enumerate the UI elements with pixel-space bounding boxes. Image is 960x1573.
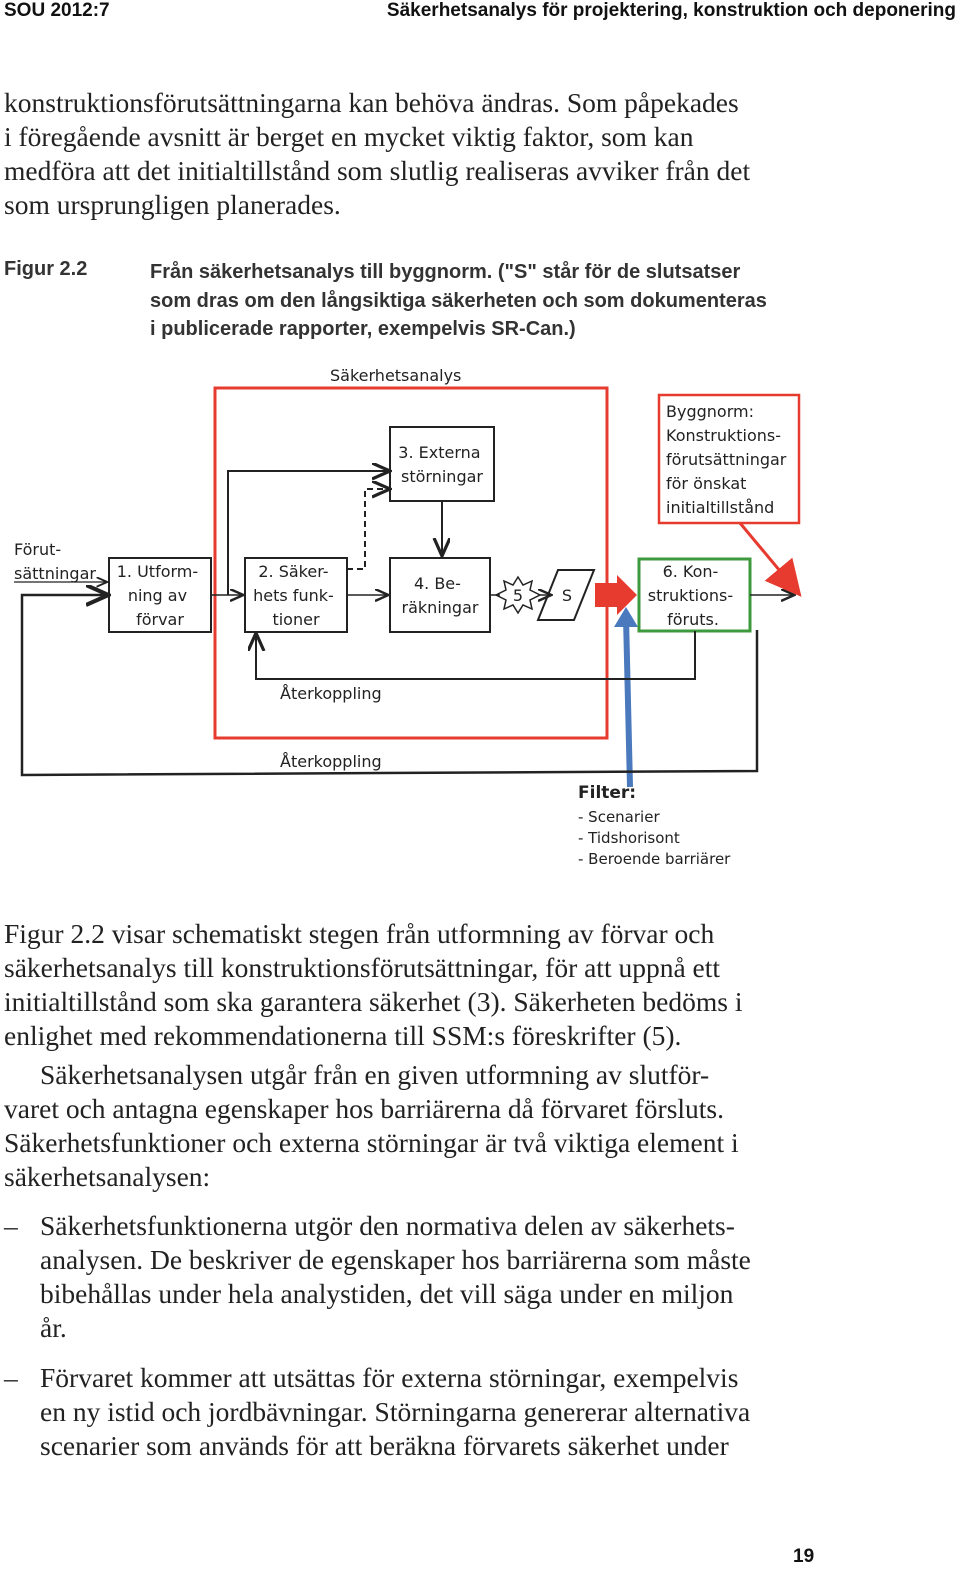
safety-analysis-paragraph — [4, 1058, 816, 1194]
text-line: säkerhetsanalysen: — [4, 1161, 211, 1192]
outer-feedback-label: Återkoppling — [280, 752, 382, 771]
text-line: i föregående avsnitt är berget en mycket viktig faktor, som kan — [4, 121, 694, 152]
text-line: scenarier som används för att beräkna förvarets säkerhet under — [40, 1430, 729, 1461]
safety-functions-text: 2. Säker- hets funk- tioner — [253, 562, 334, 629]
caption-line: Från säkerhetsanalys till byggnorm. ("S" står för de slutsatser — [150, 261, 741, 283]
text-line: analysen. De beskriver de egenskaper hos barriärerna som måste — [40, 1244, 751, 1275]
bullet-item — [4, 1209, 816, 1349]
text-line: Figur 2.2 visar schematiskt stegen från utformning av förvar och — [4, 918, 715, 949]
arrow-2-3-dashed — [347, 489, 388, 569]
frame-title: Säkerhetsanalys — [330, 366, 462, 385]
text-line: Säkerhetsfunktioner och externa störningar är två viktiga element i — [4, 1127, 739, 1158]
text-line: initialtillstånd som ska garantera säkerhet (3). Säkerheten bedöms i — [4, 986, 743, 1017]
external-disturbances-text: 3. Externa störningar — [398, 443, 483, 486]
bullet-text — [40, 1209, 816, 1345]
running-title: Säkerhetsanalys för projektering, konstruktion och deponering — [386, 0, 956, 21]
text-line: säkerhetsanalys till konstruktionsförutsättningar, för att uppnå ett — [4, 952, 721, 983]
building-code-text: Byggnorm: Konstruktions- förutsättningar för önskat initialtillstånd — [666, 402, 787, 517]
text-line: konstruktionsförutsättningarna kan behöva ändras. Som påpekades — [4, 87, 739, 118]
text-line: varet och antagna egenskaper hos barriärerna då förvaret försluts. — [4, 1093, 725, 1124]
conclusions-label: S — [561, 586, 573, 605]
text-line: som ursprungligen planerades. — [4, 189, 341, 220]
design-box-text: 1. Utform- ning av förvar — [116, 562, 199, 629]
star-number: 5 — [512, 586, 524, 605]
bullet-text — [40, 1361, 816, 1463]
caption-line: som dras om den långsiktiga säkerheten och som dokumenteras — [150, 289, 767, 312]
inner-feedback-label: Återkoppling — [280, 684, 382, 703]
figure-description-paragraph — [4, 917, 816, 1053]
text-line: år. — [40, 1312, 67, 1343]
flow-diagram — [0, 355, 960, 875]
page-number: 19 — [793, 1546, 815, 1567]
text-line: medföra att det initialtillstånd som slutlig realiseras avviker från det — [4, 155, 751, 186]
filter-arrow — [626, 617, 630, 787]
preconditions-label: Förut- sättningar — [14, 540, 96, 583]
report-id: SOU 2012:7 — [4, 0, 110, 21]
construction-preconditions-text: 6. Kon- struktions- föruts. — [647, 562, 734, 629]
text-line: Säkerhetsfunktionerna utgör den normativa delen av säkerhets- — [40, 1210, 735, 1241]
page-header — [0, 0, 960, 22]
filter-title: Filter: — [578, 783, 637, 803]
text-line: Förvaret kommer att utsättas för externa störningar, exempelvis — [40, 1362, 739, 1393]
calculations-box — [390, 558, 490, 632]
filter-list: - Scenarier - Tidshorisont - Beroende barriärer — [578, 808, 731, 868]
intro-paragraph — [4, 86, 816, 222]
text-line: bibehållas under hela analystiden, det vill säga under en miljon — [40, 1278, 734, 1309]
calculations-text: 4. Be- räkningar — [401, 574, 479, 617]
figure-caption — [150, 258, 830, 344]
figure-label: Figur 2.2 — [4, 258, 88, 280]
bullet-dash: – — [4, 1362, 18, 1393]
bullet-dash: – — [4, 1210, 18, 1241]
text-line: enlighet med rekommendationerna till SSM:s föreskrifter (5). — [4, 1020, 682, 1051]
caption-line: i publicerade rapporter, exempelvis SR-Can.) — [150, 318, 576, 340]
text-line: Säkerhetsanalysen utgår från en given utformning av slutför- — [40, 1059, 710, 1090]
external-disturbances-box — [390, 427, 494, 501]
bullet-item — [4, 1361, 816, 1471]
text-line: en ny istid och jordbävningar. Störningarna genererar alternativa — [40, 1396, 751, 1427]
red-arrow-body — [595, 583, 617, 607]
red-arrow-byggnorm — [740, 523, 790, 583]
